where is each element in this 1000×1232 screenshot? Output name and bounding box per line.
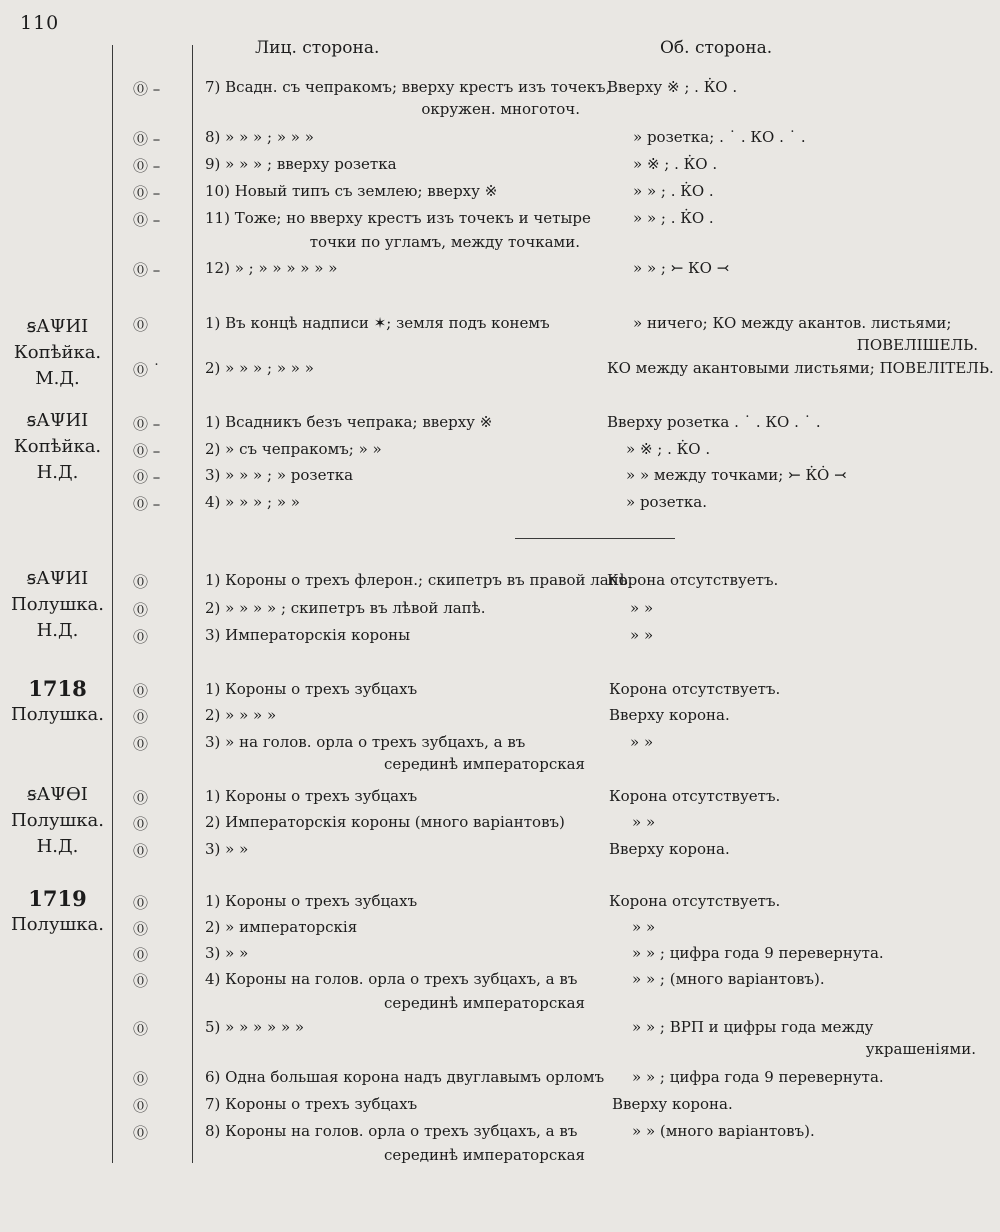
rarity-symbol: ⓪ <box>133 316 149 334</box>
reverse-text: » » <box>630 599 654 617</box>
right-column-rule <box>192 45 193 1163</box>
obverse-header: Лиц. сторона. <box>255 38 380 58</box>
group-label <box>0 886 115 938</box>
rarity-symbol: ⓪ <box>133 735 149 753</box>
obverse-text: 1) Короны о трехъ флерон.; скипетръ въ правой лапѣ. <box>205 571 633 589</box>
group-line: Н.Д. <box>36 620 79 641</box>
rarity-symbol: ⓪ <box>133 842 149 860</box>
obverse-text: 1) Короны о трехъ зубцахъ <box>205 892 418 910</box>
reverse-text: » ※ ; . К̇О . <box>633 155 718 173</box>
rarity-symbol: ⓪ ˙ <box>133 361 161 379</box>
rarity-symbol: ⓪ – <box>133 157 161 175</box>
obverse-text: 4) » » » ; » » <box>205 493 300 511</box>
section-divider <box>515 538 675 539</box>
group-line: Полушка. <box>11 594 104 615</box>
obverse-text: 2) » » » ; » » » <box>205 359 314 377</box>
obverse-text: 3) » на голов. орла о трехъ зубцахъ, а въ <box>205 733 526 751</box>
obverse-text: 5) » » » » » » <box>205 1018 305 1036</box>
rarity-symbol: ⓪ <box>133 946 149 964</box>
group-label <box>0 566 115 644</box>
reverse-text: » » ; . К̇О . <box>633 209 714 227</box>
rarity-symbol: ⓪ – <box>133 495 161 513</box>
obverse-text: 1) Въ концѣ надписи ✶; земля подъ конемъ <box>205 314 550 332</box>
reverse-text-cont: украшеніями. <box>865 1040 976 1058</box>
reverse-text: » » <box>630 626 654 644</box>
obverse-text: 2) » » » » ; скипетръ въ лѣвой лапѣ. <box>205 599 486 617</box>
rarity-symbol: ⓪ – <box>133 261 161 279</box>
reverse-text: Корона отсутствуетъ. <box>609 680 781 698</box>
reverse-text: » » ; ⤚ КО ⤙ <box>633 259 730 277</box>
group-label <box>0 314 115 392</box>
reverse-text: » » <box>630 733 654 751</box>
obverse-text: 2) Императорскія короны (много варіантовъ) <box>205 813 565 831</box>
reverse-text: » ※ ; . К̇О . <box>626 440 711 458</box>
reverse-text: » » ; (много варіантовъ). <box>632 970 825 988</box>
rarity-symbol: ⓪ – <box>133 80 161 98</box>
obverse-text: 11) Тоже; но вверху крестъ изъ точекъ и четыре <box>205 209 591 227</box>
reverse-text: Вверху розетка . ˙ . КО . ˙ . <box>607 413 821 431</box>
obverse-text-cont: окружен. многоточ. <box>421 100 580 118</box>
reverse-text: » » <box>632 918 656 936</box>
rarity-symbol: ⓪ <box>133 789 149 807</box>
reverse-text: » ничего; КО между акантов. листьями; <box>633 314 952 332</box>
rarity-symbol: ⓪ – <box>133 130 161 148</box>
group-line: ꞩАΨИІ <box>26 568 89 589</box>
reverse-text: Вверху ※ ; . К̇О . <box>607 78 738 96</box>
obverse-text: 1) Всадникъ безъ чепрака; вверху ※ <box>205 413 493 431</box>
rarity-symbol: ⓪ – <box>133 211 161 229</box>
reverse-text: Корона отсутствуетъ. <box>607 571 779 589</box>
group-year: 1718 <box>28 676 87 701</box>
obverse-text-cont: серединѣ императорская <box>384 755 585 773</box>
obverse-text: 4) Короны на голов. орла о трехъ зубцахъ, а въ <box>205 970 578 988</box>
rarity-symbol: ⓪ <box>133 972 149 990</box>
reverse-text: » » ; цифра года 9 перевернута. <box>632 944 884 962</box>
group-line: М.Д. <box>35 368 80 389</box>
rarity-symbol: ⓪ – <box>133 468 161 486</box>
obverse-text: 6) Одна большая корона надъ двуглавымъ орломъ <box>205 1068 605 1086</box>
reverse-text: КО между акантовыми листьями; ПОВЕЛІТЕЛЬ. <box>607 359 994 377</box>
rarity-symbol: ⓪ <box>133 1124 149 1142</box>
rarity-symbol: ⓪ <box>133 628 149 646</box>
rarity-symbol: ⓪ <box>133 601 149 619</box>
reverse-text: » розетка; . ˙ . КО . ˙ . <box>633 128 806 146</box>
obverse-text-cont: точки по угламъ, между точками. <box>309 233 580 251</box>
reverse-text: Вверху корона. <box>609 706 730 724</box>
group-line: ꞩАΨѲІ <box>27 784 88 805</box>
rarity-symbol: ⓪ <box>133 815 149 833</box>
rarity-symbol: ⓪ <box>133 894 149 912</box>
reverse-text: Вверху корона. <box>612 1095 733 1113</box>
obverse-text: 2) » императорскія <box>205 918 358 936</box>
group-year: 1719 <box>28 886 87 911</box>
rarity-symbol: ⓪ <box>133 920 149 938</box>
obverse-text: 1) Короны о трехъ зубцахъ <box>205 787 418 805</box>
rarity-symbol: ⓪ <box>133 573 149 591</box>
rarity-symbol: ⓪ – <box>133 184 161 202</box>
obverse-text: 1) Короны о трехъ зубцахъ <box>205 680 418 698</box>
group-line: Полушка. <box>11 810 104 831</box>
group-label <box>0 408 115 486</box>
obverse-text: 2) » » » » <box>205 706 277 724</box>
reverse-text: Вверху корона. <box>609 840 730 858</box>
rarity-symbol: ⓪ <box>133 1070 149 1088</box>
reverse-text: » розетка. <box>626 493 708 511</box>
rarity-symbol: ⓪ – <box>133 442 161 460</box>
reverse-text: » » ; цифра года 9 перевернута. <box>632 1068 884 1086</box>
group-line: Копѣйка. <box>13 342 102 363</box>
obverse-text: 10) Новый типъ съ землею; вверху ※ <box>205 182 498 200</box>
obverse-text-cont: серединѣ императорская <box>384 994 585 1012</box>
obverse-text: 7) Всадн. съ чепракомъ; вверху крестъ изъ точекъ, <box>205 78 611 96</box>
rarity-symbol: ⓪ <box>133 682 149 700</box>
rarity-symbol: ⓪ – <box>133 415 161 433</box>
obverse-text: 3) Императорскія короны <box>205 626 411 644</box>
reverse-text: » » ; . К̇О . <box>633 182 714 200</box>
group-line: Полушка. <box>11 914 104 935</box>
group-line: ꞩАΨИІ <box>26 410 89 431</box>
obverse-text: 8) » » » ; » » » <box>205 128 314 146</box>
obverse-text: 3) » » <box>205 944 249 962</box>
obverse-text: 12) » ; » » » » » » <box>205 259 338 277</box>
rarity-symbol: ⓪ <box>133 1097 149 1115</box>
reverse-text: » » (много варіантовъ). <box>632 1122 815 1140</box>
rarity-symbol: ⓪ <box>133 1020 149 1038</box>
obverse-text: 3) » » » ; » розетка <box>205 466 354 484</box>
reverse-text-cont: ПОВЕЛІШЕЛЬ. <box>856 336 978 354</box>
reverse-text: » » <box>632 813 656 831</box>
reverse-header: Об. сторона. <box>660 38 773 58</box>
group-label <box>0 676 115 728</box>
reverse-text: » » между точками; ⤚ К̇О̇ ⤙ <box>626 466 847 484</box>
page-number: 110 <box>20 12 60 34</box>
reverse-text: Корона отсутствуетъ. <box>609 892 781 910</box>
group-line: Н.Д. <box>36 462 79 483</box>
obverse-text: 3) » » <box>205 840 249 858</box>
obverse-text: 2) » съ чепракомъ; » » <box>205 440 382 458</box>
obverse-text: 7) Короны о трехъ зубцахъ <box>205 1095 418 1113</box>
group-label <box>0 782 115 860</box>
group-line: ꞩАΨИІ <box>26 316 89 337</box>
obverse-text: 8) Короны на голов. орла о трехъ зубцахъ, а въ <box>205 1122 578 1140</box>
reverse-text: » » ; ВРП и цифры года между <box>632 1018 874 1036</box>
group-line: Полушка. <box>11 704 104 725</box>
obverse-text-cont: серединѣ императорская <box>384 1146 585 1164</box>
reverse-text: Корона отсутствуетъ. <box>609 787 781 805</box>
group-line: Копѣйка. <box>13 436 102 457</box>
rarity-symbol: ⓪ <box>133 708 149 726</box>
group-line: Н.Д. <box>36 836 79 857</box>
obverse-text: 9) » » » ; вверху розетка <box>205 155 397 173</box>
